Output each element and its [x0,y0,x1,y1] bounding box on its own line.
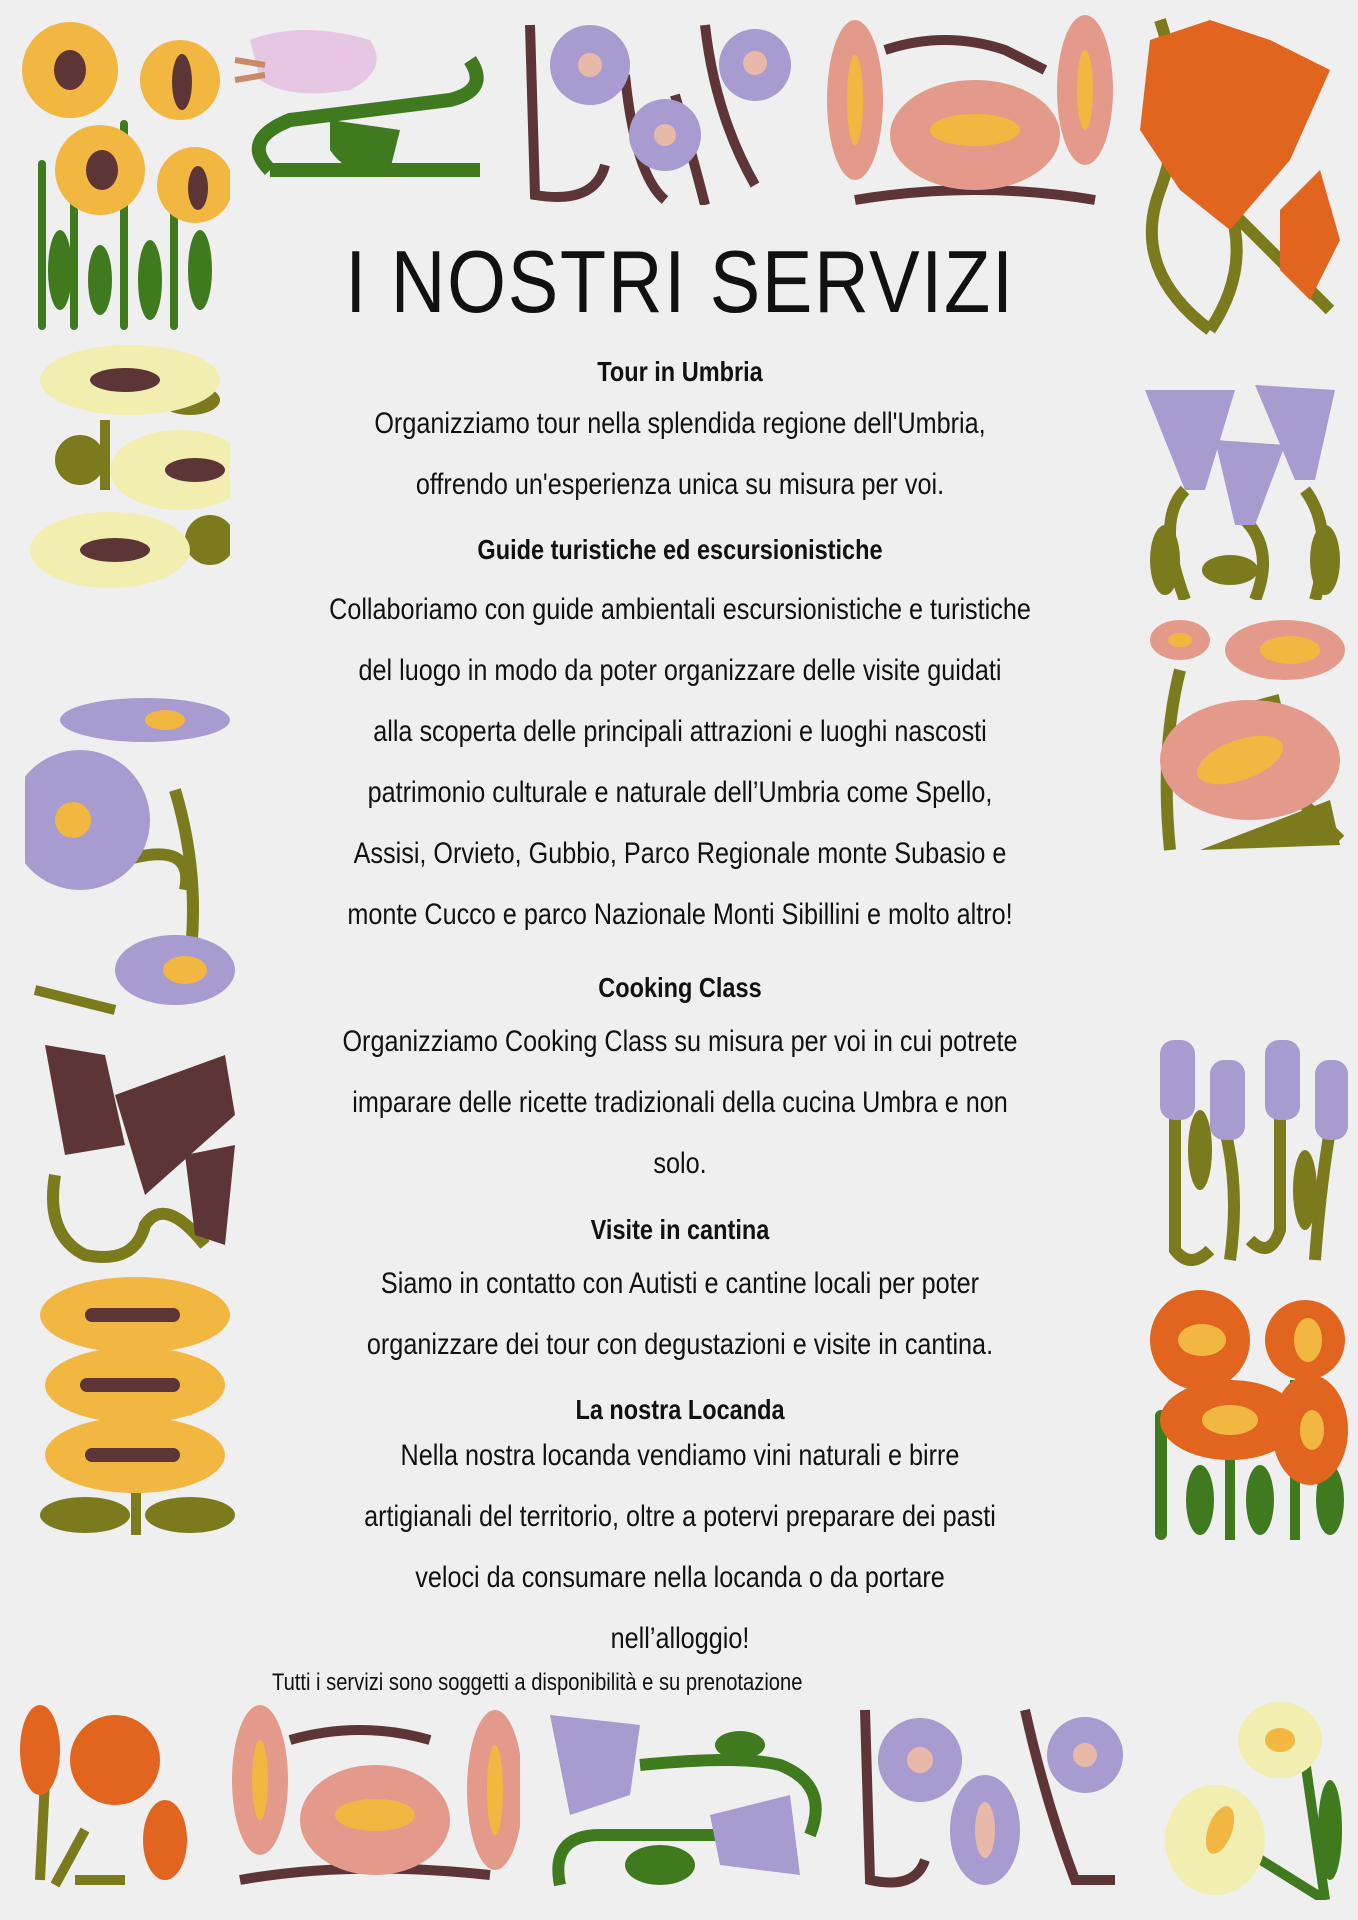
section-text-line: organizzare dei tour con degustazioni e visite in cantina. [366,1328,994,1361]
section-text-line: Organizziamo tour nella splendida regione dell'Umbria, [374,407,986,440]
section-heading-guide: Guide turistiche ed escursionistiche [477,534,883,565]
section-text-line: nell’alloggio! [610,1622,750,1655]
page-title: I NOSTRI SERVIZI [345,232,1015,331]
pink-daisy-icon [825,10,1115,210]
section-text-line: veloci da consumare nella locanda o da portare [415,1561,945,1594]
section-heading-cooking: Cooking Class [598,972,762,1003]
section-text-line: alla scoperta delle principali attrazioni e luoghi nascosti [373,715,987,748]
maroon-bellflower-icon [35,1035,235,1265]
lily-icon [230,20,510,200]
section-text-line: Nella nostra locanda vendiamo vini naturali e birre [400,1439,960,1472]
section-text-line: Assisi, Orvieto, Gubbio, Parco Regionale monte Subasio e [353,837,1007,870]
section-text-line: imparare delle ricette tradizionali della cucina Umbra e non [352,1086,1008,1119]
section-text-line: offrendo un'esperienza unica su misura per voi. [415,468,945,501]
pink-daisy-icon [230,1700,520,1890]
section-text-line: Organizziamo Cooking Class su misura per voi in cui potrete [342,1025,1018,1058]
section-text-line: monte Cucco e parco Nazionale Monti Sibillini e molto altro! [347,898,1013,931]
pale-daisy-icon [30,340,230,650]
section-heading-locanda: La nostra Locanda [575,1394,785,1425]
section-text-line: Siamo in contatto con Autisti e cantine locali per poter [380,1267,980,1300]
availability-footnote: Tutti i servizi sono soggetti a disponibilità e su prenotazione [272,1669,803,1696]
sunflower-cluster-icon [10,10,230,330]
orange-tulip-icon [15,1700,215,1890]
lavender-bellflower-icon [1135,350,1345,600]
yellow-stacked-flower-icon [35,1275,235,1545]
pale-daisy-icon [1155,1700,1345,1900]
section-text-line: solo. [653,1147,707,1180]
orange-flower-icon [1140,1290,1350,1540]
section-heading-tour: Tour in Umbria [597,356,763,387]
daisy-cluster-icon [515,15,805,205]
lavender-tulip-icon [1140,1030,1350,1270]
pink-flower-icon [1140,600,1350,860]
daisy-cluster-icon [855,1700,1145,1890]
lily-icon [540,1705,840,1895]
section-heading-cantina: Visite in cantina [590,1214,770,1245]
section-text-line: Collaboriamo con guide ambientali escursionistiche e turistiche [329,593,1031,626]
lavender-daisy-icon [25,690,235,1020]
section-text-line: del luogo in modo da poter organizzare delle visite guidati [358,654,1002,687]
orange-tulip-icon [1130,10,1350,340]
section-text-line: artigianali del territorio, oltre a potervi preparare dei pasti [364,1500,996,1533]
section-text-line: patrimonio culturale e naturale dell’Umbria come Spello, [367,776,993,809]
